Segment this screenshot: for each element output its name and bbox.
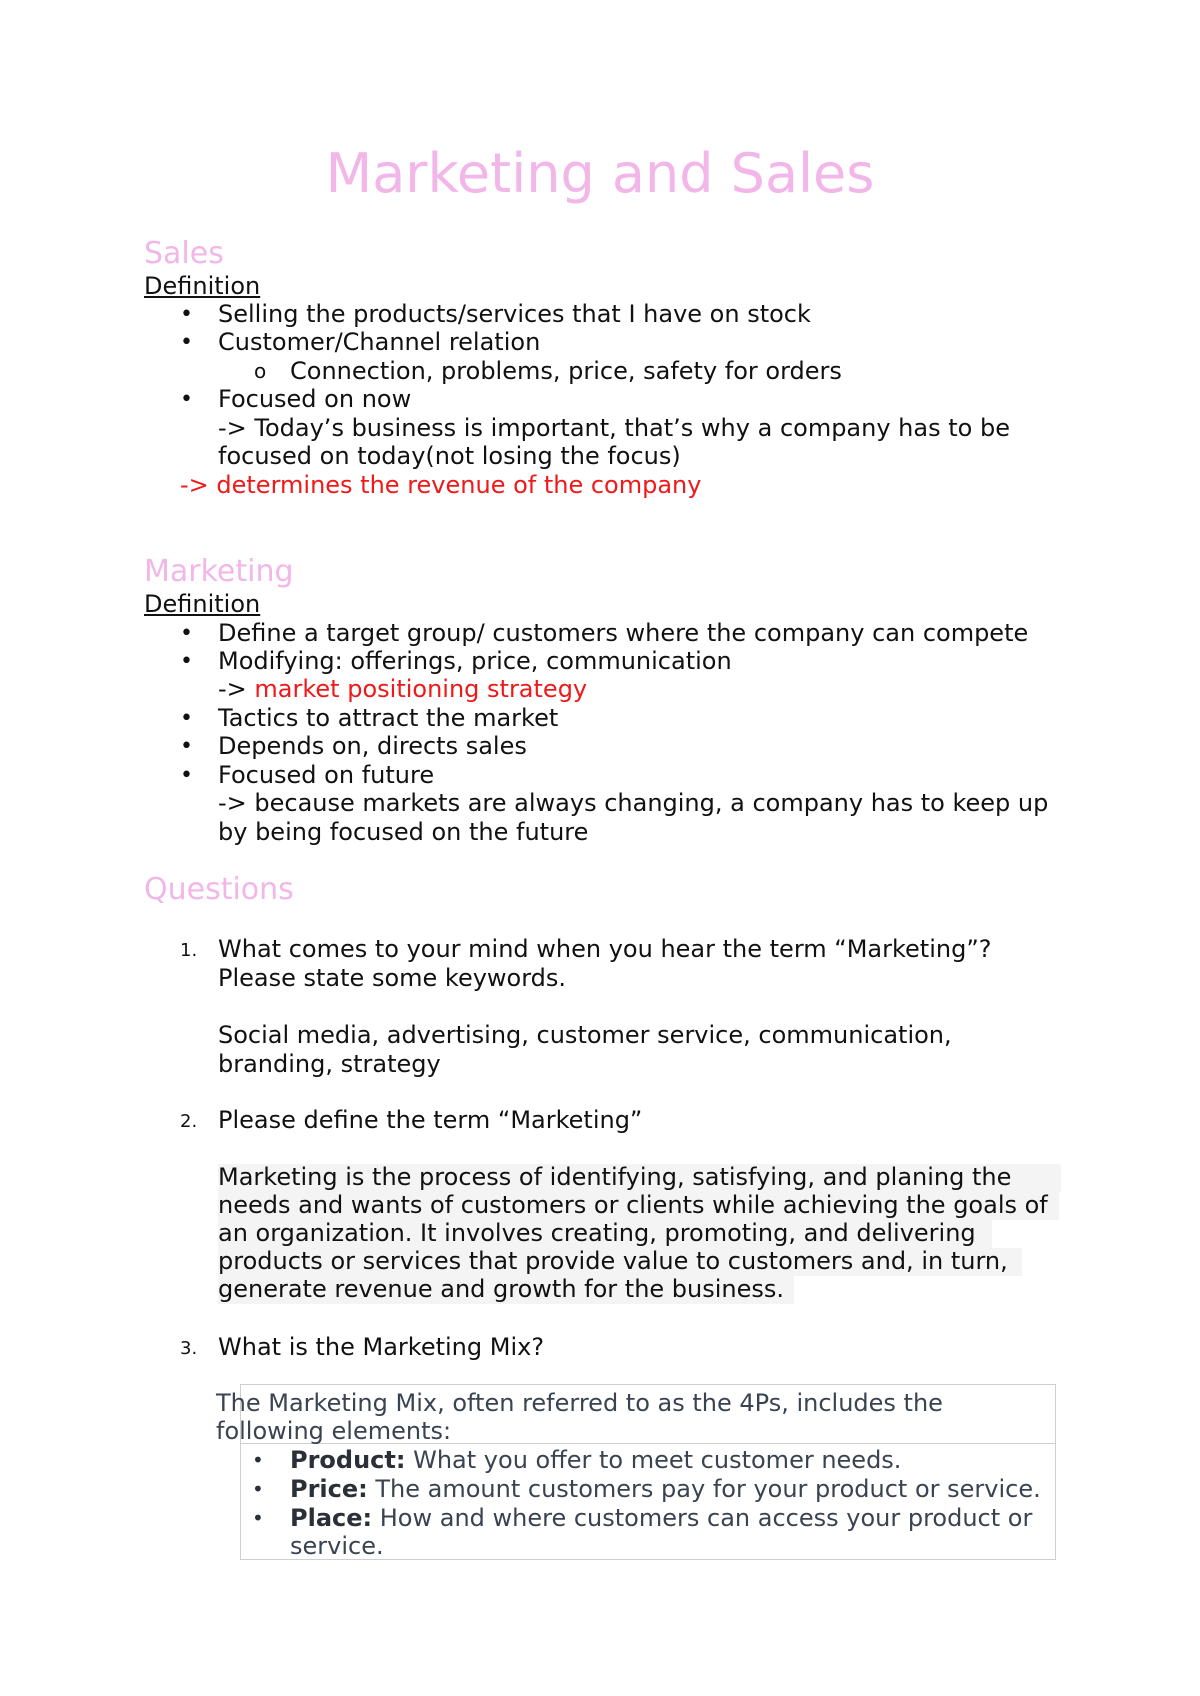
answer-2-line-1: Marketing is the process of identifying, satisfying, and planing the	[218, 1163, 1012, 1191]
mix-desc-product: What you offer to meet customer needs.	[405, 1446, 902, 1474]
bullet-marker: •	[180, 621, 193, 646]
sales-sub-bullet: Connection, problems, price, safety for orders	[290, 357, 842, 385]
bullet-marker: •	[252, 1477, 264, 1501]
sales-note-line-1: -> Today’s business is important, that’s why a company has to be	[218, 414, 1010, 442]
document-title: Marketing and Sales	[325, 142, 875, 205]
mix-term-price: Price:	[290, 1475, 368, 1503]
bullet-marker: •	[180, 387, 193, 412]
answer-2-line-5: generate revenue and growth for the business.	[218, 1275, 785, 1303]
sales-definition-label: Definition	[144, 272, 261, 300]
sales-heading: Sales	[144, 236, 224, 271]
question-number: 2.	[180, 1111, 198, 1132]
sales-bullet-2: Customer/Channel relation	[218, 328, 541, 356]
sales-note-line-2: focused on today(not losing the focus)	[218, 442, 681, 470]
strategy-text: market positioning strategy	[254, 675, 588, 703]
question-2-line-1: Please define the term “Marketing”	[218, 1106, 643, 1134]
mix-desc-price: The amount customers pay for your product or service.	[367, 1475, 1041, 1503]
mix-element-place	[290, 1504, 1032, 1533]
mix-element-product	[290, 1446, 901, 1475]
sales-revenue-note: -> determines the revenue of the company	[180, 471, 702, 499]
marketing-bullet-5: Focused on future	[218, 761, 435, 789]
mix-element-place-cont: service.	[290, 1532, 384, 1560]
marketing-bullet-3: Tactics to attract the market	[218, 704, 559, 732]
question-number: 3.	[180, 1338, 198, 1359]
marketing-bullet-1: Define a target group/ customers where the company can compete	[218, 619, 1029, 647]
answer-2-line-2: needs and wants of customers or clients while achieving the goals of	[218, 1191, 1048, 1219]
bullet-marker: •	[180, 763, 193, 788]
mix-term-product: Product:	[290, 1446, 406, 1474]
bullet-marker: •	[180, 330, 193, 355]
mix-intro-line-2: following elements:	[216, 1417, 452, 1445]
sub-bullet-marker: o	[254, 359, 267, 383]
marketing-future-note-2: by being focused on the future	[218, 818, 589, 846]
bullet-marker: •	[180, 734, 193, 759]
sales-bullet-1: Selling the products/services that I have on stock	[218, 300, 811, 328]
answer-1-line-1: Social media, advertising, customer service, communication,	[218, 1021, 952, 1049]
questions-heading: Questions	[144, 872, 294, 907]
sales-bullet-3: Focused on now	[218, 385, 412, 413]
strategy-arrow: ->	[218, 675, 247, 703]
marketing-definition-label: Definition	[144, 590, 261, 618]
question-1-line-1: What comes to your mind when you hear the term “Marketing”?	[218, 935, 992, 963]
bullet-marker: •	[180, 302, 193, 327]
answer-2-line-4: products or services that provide value to customers and, in turn,	[218, 1247, 1008, 1275]
marketing-heading: Marketing	[144, 554, 294, 589]
bullet-marker: •	[252, 1448, 264, 1472]
question-1-line-2: Please state some keywords.	[218, 964, 567, 992]
bullet-marker: •	[180, 649, 193, 674]
marketing-future-note-1: -> because markets are always changing, a company has to keep up	[218, 789, 1049, 817]
question-3-line-1: What is the Marketing Mix?	[218, 1333, 545, 1361]
mix-element-price	[290, 1475, 1041, 1504]
mix-term-place: Place:	[290, 1504, 373, 1532]
mix-desc-place: How and where customers can access your product or	[372, 1504, 1033, 1532]
bullet-marker: •	[180, 706, 193, 731]
bullet-marker: •	[252, 1506, 264, 1530]
question-number: 1.	[180, 940, 198, 961]
marketing-bullet-4: Depends on, directs sales	[218, 732, 527, 760]
answer-1-line-2: branding, strategy	[218, 1050, 441, 1078]
marketing-strategy-note	[218, 675, 587, 704]
marketing-bullet-2: Modifying: offerings, price, communication	[218, 647, 732, 675]
mix-intro-line-1: The Marketing Mix, often referred to as the 4Ps, includes the	[216, 1389, 943, 1417]
answer-2-line-3: an organization. It involves creating, promoting, and delivering	[218, 1219, 976, 1247]
